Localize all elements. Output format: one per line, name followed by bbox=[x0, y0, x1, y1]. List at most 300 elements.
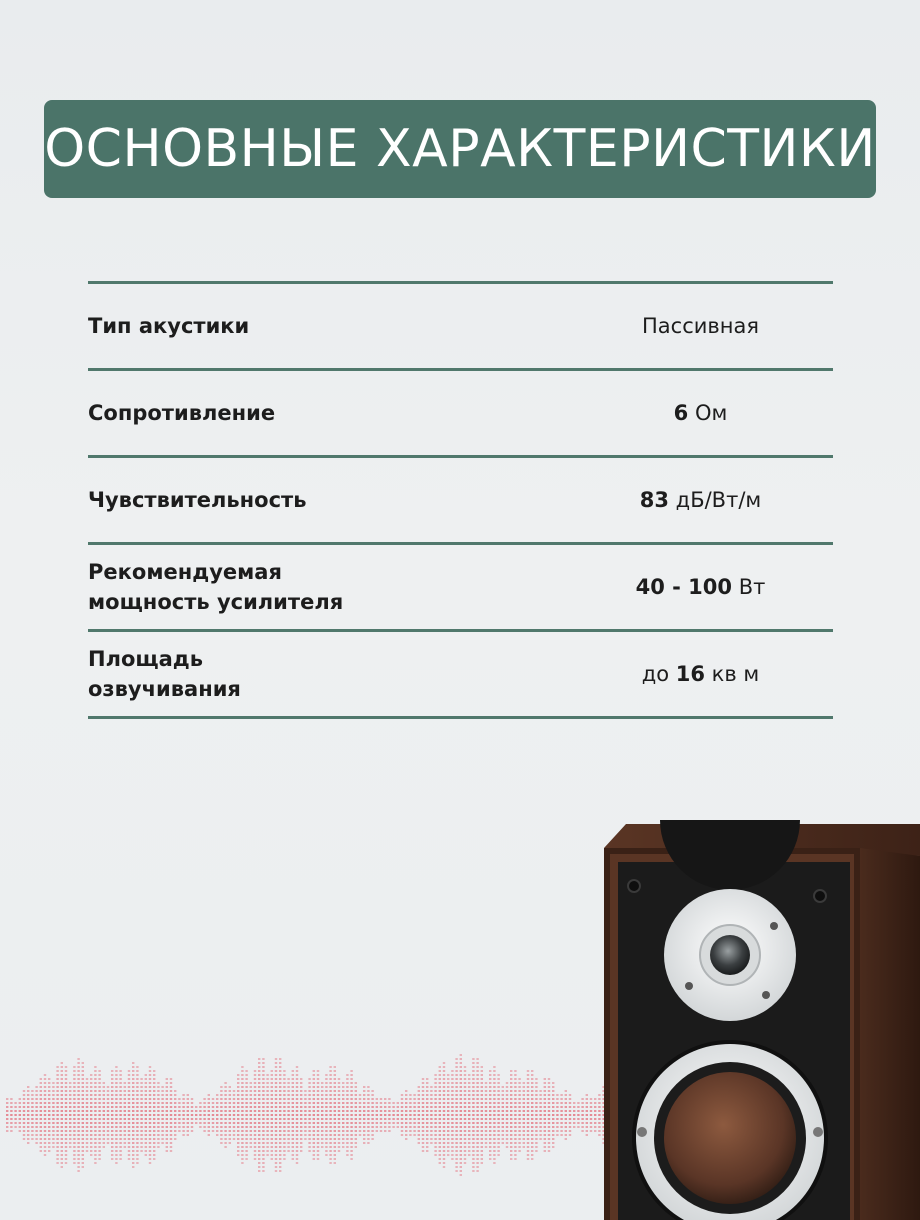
wave-dot bbox=[187, 1122, 189, 1124]
wave-dot bbox=[262, 1070, 264, 1072]
wave-dot bbox=[69, 1138, 71, 1140]
wave-dot bbox=[338, 1098, 340, 1100]
wave-dot bbox=[56, 1126, 58, 1128]
wave-dot bbox=[384, 1130, 386, 1132]
wave-dot bbox=[472, 1170, 474, 1172]
wave-dot bbox=[476, 1154, 478, 1156]
wave-dot bbox=[128, 1098, 130, 1100]
wave-dot bbox=[145, 1118, 147, 1120]
wave-dot bbox=[439, 1114, 441, 1116]
wave-dot bbox=[145, 1146, 147, 1148]
wave-dot bbox=[497, 1138, 499, 1140]
wave-dot bbox=[527, 1122, 529, 1124]
wave-dot bbox=[552, 1130, 554, 1132]
wave-dot bbox=[430, 1106, 432, 1108]
wave-dot bbox=[329, 1086, 331, 1088]
wave-dot bbox=[61, 1130, 63, 1132]
wave-dot bbox=[447, 1086, 449, 1088]
wave-dot bbox=[523, 1082, 525, 1084]
wave-dot bbox=[535, 1142, 537, 1144]
wave-dot bbox=[132, 1166, 134, 1168]
wave-dot bbox=[128, 1130, 130, 1132]
wave-dot bbox=[329, 1134, 331, 1136]
wave-dot bbox=[128, 1094, 130, 1096]
wave-dot bbox=[283, 1078, 285, 1080]
wave-dot bbox=[208, 1122, 210, 1124]
wave-dot bbox=[245, 1098, 247, 1100]
wave-dot bbox=[548, 1114, 550, 1116]
wave-dot bbox=[241, 1094, 243, 1096]
wave-dot bbox=[355, 1134, 357, 1136]
wave-dot bbox=[279, 1142, 281, 1144]
wave-dot bbox=[61, 1074, 63, 1076]
wave-dot bbox=[527, 1138, 529, 1140]
wave-dot bbox=[531, 1094, 533, 1096]
wave-dot bbox=[61, 1158, 63, 1160]
wave-dot bbox=[308, 1122, 310, 1124]
wave-dot bbox=[460, 1126, 462, 1128]
wave-dot bbox=[493, 1114, 495, 1116]
wave-dot bbox=[56, 1118, 58, 1120]
wave-dot bbox=[468, 1118, 470, 1120]
wave-dot bbox=[140, 1102, 142, 1104]
wave-dot bbox=[460, 1102, 462, 1104]
wave-dot bbox=[149, 1066, 151, 1068]
wave-dot bbox=[90, 1126, 92, 1128]
wave-dot bbox=[94, 1154, 96, 1156]
wave-dot bbox=[98, 1130, 100, 1132]
wave-dot bbox=[287, 1082, 289, 1084]
wave-dot bbox=[111, 1114, 113, 1116]
wave-dot bbox=[149, 1162, 151, 1164]
wave-dot bbox=[35, 1086, 37, 1088]
wave-dot bbox=[489, 1126, 491, 1128]
wave-dot bbox=[296, 1066, 298, 1068]
wave-dot bbox=[128, 1126, 130, 1128]
wave-dot bbox=[418, 1142, 420, 1144]
wave-dot bbox=[292, 1150, 294, 1152]
wave-dot bbox=[329, 1154, 331, 1156]
wave-dot bbox=[321, 1138, 323, 1140]
wave-dot bbox=[535, 1126, 537, 1128]
wave-dot bbox=[56, 1150, 58, 1152]
wave-dot bbox=[422, 1098, 424, 1100]
wave-dot bbox=[107, 1138, 109, 1140]
wave-dot bbox=[86, 1102, 88, 1104]
wave-dot bbox=[111, 1074, 113, 1076]
wave-dot bbox=[426, 1130, 428, 1132]
wave-dot bbox=[161, 1126, 163, 1128]
wave-dot bbox=[115, 1098, 117, 1100]
wave-dot bbox=[439, 1066, 441, 1068]
wave-dot bbox=[544, 1090, 546, 1092]
wave-dot bbox=[61, 1094, 63, 1096]
wave-dot bbox=[287, 1134, 289, 1136]
wave-dot bbox=[472, 1134, 474, 1136]
wave-dot bbox=[434, 1114, 436, 1116]
wave-dot bbox=[338, 1126, 340, 1128]
wave-dot bbox=[166, 1142, 168, 1144]
wave-dot bbox=[124, 1086, 126, 1088]
wave-dot bbox=[82, 1150, 84, 1152]
wave-dot bbox=[472, 1162, 474, 1164]
spec-value bbox=[568, 314, 833, 338]
wave-dot bbox=[397, 1102, 399, 1104]
wave-dot bbox=[128, 1082, 130, 1084]
wave-dot bbox=[510, 1154, 512, 1156]
wave-dot bbox=[384, 1098, 386, 1100]
wave-dot bbox=[170, 1118, 172, 1120]
wave-dot bbox=[434, 1086, 436, 1088]
wave-dot bbox=[338, 1086, 340, 1088]
wave-dot bbox=[174, 1098, 176, 1100]
wave-dot bbox=[531, 1078, 533, 1080]
wave-dot bbox=[82, 1098, 84, 1100]
wave-dot bbox=[220, 1094, 222, 1096]
wave-dot bbox=[300, 1110, 302, 1112]
wave-dot bbox=[472, 1094, 474, 1096]
wave-dot bbox=[166, 1146, 168, 1148]
wave-dot bbox=[216, 1122, 218, 1124]
wave-dot bbox=[485, 1142, 487, 1144]
wave-dot bbox=[296, 1082, 298, 1084]
wave-dot bbox=[90, 1110, 92, 1112]
wave-dot bbox=[527, 1102, 529, 1104]
wave-dot bbox=[119, 1146, 121, 1148]
wave-dot bbox=[455, 1146, 457, 1148]
wave-dot bbox=[531, 1070, 533, 1072]
wave-dot bbox=[544, 1082, 546, 1084]
wave-dot bbox=[149, 1078, 151, 1080]
wave-dot bbox=[98, 1122, 100, 1124]
wave-dot bbox=[451, 1154, 453, 1156]
wave-dot bbox=[170, 1110, 172, 1112]
wave-dot bbox=[98, 1118, 100, 1120]
wave-dot bbox=[254, 1114, 256, 1116]
wave-dot bbox=[178, 1122, 180, 1124]
wave-dot bbox=[535, 1122, 537, 1124]
wave-dot bbox=[514, 1158, 516, 1160]
wave-dot bbox=[308, 1134, 310, 1136]
wave-dot bbox=[170, 1114, 172, 1116]
wave-dot bbox=[287, 1118, 289, 1120]
wave-dot bbox=[573, 1122, 575, 1124]
wave-dot bbox=[430, 1090, 432, 1092]
wave-dot bbox=[476, 1166, 478, 1168]
wave-dot bbox=[510, 1146, 512, 1148]
wave-dot bbox=[544, 1122, 546, 1124]
wave-dot bbox=[27, 1106, 29, 1108]
wave-dot bbox=[363, 1094, 365, 1096]
wave-dot bbox=[254, 1150, 256, 1152]
wave-dot bbox=[237, 1150, 239, 1152]
wave-dot bbox=[577, 1118, 579, 1120]
wave-dot bbox=[237, 1146, 239, 1148]
wave-dot bbox=[346, 1142, 348, 1144]
wave-dot bbox=[203, 1114, 205, 1116]
wave-dot bbox=[23, 1134, 25, 1136]
wave-dot bbox=[258, 1122, 260, 1124]
wave-dot bbox=[111, 1134, 113, 1136]
wave-dot bbox=[527, 1150, 529, 1152]
wave-dot bbox=[23, 1130, 25, 1132]
wave-dot bbox=[224, 1138, 226, 1140]
spec-value-number: 83 bbox=[639, 488, 669, 512]
wave-dot bbox=[422, 1118, 424, 1120]
wave-dot bbox=[149, 1150, 151, 1152]
wave-dot bbox=[69, 1118, 71, 1120]
wave-dot bbox=[241, 1070, 243, 1072]
wave-dot bbox=[455, 1142, 457, 1144]
wave-dot bbox=[493, 1154, 495, 1156]
wave-dot bbox=[464, 1142, 466, 1144]
wave-dot bbox=[439, 1110, 441, 1112]
wave-dot bbox=[569, 1134, 571, 1136]
wave-dot bbox=[426, 1102, 428, 1104]
wave-dot bbox=[434, 1130, 436, 1132]
wave-dot bbox=[44, 1110, 46, 1112]
wave-dot bbox=[136, 1158, 138, 1160]
wave-dot bbox=[279, 1166, 281, 1168]
wave-dot bbox=[296, 1074, 298, 1076]
wave-dot bbox=[136, 1082, 138, 1084]
wave-dot bbox=[140, 1114, 142, 1116]
wave-dot bbox=[422, 1082, 424, 1084]
wave-dot bbox=[208, 1102, 210, 1104]
wave-dot bbox=[527, 1074, 529, 1076]
wave-dot bbox=[119, 1138, 121, 1140]
wave-dot bbox=[556, 1094, 558, 1096]
wave-dot bbox=[287, 1090, 289, 1092]
wave-dot bbox=[103, 1102, 105, 1104]
wave-dot bbox=[111, 1086, 113, 1088]
wave-dot bbox=[98, 1138, 100, 1140]
wave-dot bbox=[292, 1154, 294, 1156]
wave-dot bbox=[455, 1138, 457, 1140]
wave-dot bbox=[90, 1094, 92, 1096]
wave-dot bbox=[523, 1098, 525, 1100]
wave-dot bbox=[250, 1142, 252, 1144]
wave-dot bbox=[258, 1114, 260, 1116]
wave-dot bbox=[241, 1106, 243, 1108]
wave-dot bbox=[262, 1146, 264, 1148]
wave-dot bbox=[447, 1154, 449, 1156]
wave-dot bbox=[27, 1094, 29, 1096]
wave-dot bbox=[476, 1130, 478, 1132]
wave-dot bbox=[426, 1150, 428, 1152]
wave-dot bbox=[514, 1102, 516, 1104]
wave-dot bbox=[367, 1142, 369, 1144]
wave-dot bbox=[69, 1090, 71, 1092]
wave-dot bbox=[434, 1102, 436, 1104]
wave-dot bbox=[586, 1122, 588, 1124]
wave-dot bbox=[544, 1110, 546, 1112]
wave-dot bbox=[287, 1138, 289, 1140]
wave-dot bbox=[464, 1134, 466, 1136]
wave-dot bbox=[132, 1094, 134, 1096]
wave-dot bbox=[271, 1134, 273, 1136]
wave-dot bbox=[166, 1102, 168, 1104]
wave-dot bbox=[258, 1098, 260, 1100]
wave-dot bbox=[451, 1158, 453, 1160]
wave-dot bbox=[140, 1138, 142, 1140]
wave-dot bbox=[523, 1106, 525, 1108]
wave-dot bbox=[313, 1078, 315, 1080]
wave-dot bbox=[191, 1106, 193, 1108]
wave-dot bbox=[485, 1126, 487, 1128]
wave-dot bbox=[174, 1122, 176, 1124]
wave-dot bbox=[506, 1106, 508, 1108]
wave-dot bbox=[527, 1126, 529, 1128]
wave-dot bbox=[40, 1078, 42, 1080]
wave-dot bbox=[86, 1150, 88, 1152]
wave-dot bbox=[128, 1070, 130, 1072]
wave-dot bbox=[258, 1086, 260, 1088]
wave-dot bbox=[539, 1098, 541, 1100]
wave-dot bbox=[220, 1090, 222, 1092]
wave-dot bbox=[468, 1078, 470, 1080]
wave-dot bbox=[178, 1126, 180, 1128]
wave-dot bbox=[216, 1094, 218, 1096]
wave-dot bbox=[136, 1142, 138, 1144]
wave-dot bbox=[283, 1110, 285, 1112]
wave-dot bbox=[245, 1090, 247, 1092]
wave-dot bbox=[208, 1106, 210, 1108]
wave-dot bbox=[279, 1118, 281, 1120]
wave-dot bbox=[313, 1106, 315, 1108]
wave-dot bbox=[283, 1074, 285, 1076]
wave-dot bbox=[342, 1142, 344, 1144]
wave-dot bbox=[216, 1134, 218, 1136]
wave-dot bbox=[308, 1118, 310, 1120]
wave-dot bbox=[61, 1166, 63, 1168]
wave-dot bbox=[65, 1138, 67, 1140]
wave-dot bbox=[502, 1130, 504, 1132]
wave-dot bbox=[23, 1138, 25, 1140]
wave-dot bbox=[40, 1094, 42, 1096]
wave-dot bbox=[170, 1126, 172, 1128]
wave-dot bbox=[497, 1106, 499, 1108]
wave-dot bbox=[19, 1106, 21, 1108]
wave-dot bbox=[476, 1070, 478, 1072]
spec-row bbox=[88, 458, 833, 542]
wave-dot bbox=[258, 1062, 260, 1064]
wave-dot bbox=[250, 1138, 252, 1140]
wave-dot bbox=[250, 1126, 252, 1128]
wave-dot bbox=[250, 1114, 252, 1116]
wave-dot bbox=[401, 1106, 403, 1108]
wave-dot bbox=[199, 1106, 201, 1108]
wave-dot bbox=[485, 1098, 487, 1100]
wave-dot bbox=[371, 1126, 373, 1128]
wave-dot bbox=[203, 1122, 205, 1124]
wave-dot bbox=[149, 1130, 151, 1132]
wave-dot bbox=[69, 1122, 71, 1124]
wave-dot bbox=[254, 1146, 256, 1148]
wave-dot bbox=[548, 1102, 550, 1104]
wave-dot bbox=[61, 1138, 63, 1140]
wave-dot bbox=[548, 1134, 550, 1136]
wave-dot bbox=[14, 1114, 16, 1116]
wave-dot bbox=[359, 1106, 361, 1108]
wave-dot bbox=[174, 1090, 176, 1092]
wave-dot bbox=[300, 1130, 302, 1132]
wave-dot bbox=[271, 1106, 273, 1108]
wave-dot bbox=[275, 1122, 277, 1124]
wave-dot bbox=[346, 1146, 348, 1148]
wave-dot bbox=[388, 1106, 390, 1108]
wave-dot bbox=[447, 1130, 449, 1132]
wave-dot bbox=[384, 1102, 386, 1104]
wave-dot bbox=[254, 1122, 256, 1124]
wave-dot bbox=[497, 1094, 499, 1096]
wave-dot bbox=[472, 1118, 474, 1120]
wave-dot bbox=[107, 1094, 109, 1096]
wave-dot bbox=[35, 1126, 37, 1128]
wave-dot bbox=[317, 1094, 319, 1096]
wave-dot bbox=[527, 1114, 529, 1116]
wave-dot bbox=[548, 1142, 550, 1144]
wave-dot bbox=[19, 1110, 21, 1112]
wave-dot bbox=[98, 1110, 100, 1112]
wave-dot bbox=[392, 1106, 394, 1108]
wave-dot bbox=[422, 1134, 424, 1136]
wave-dot bbox=[376, 1102, 378, 1104]
wave-dot bbox=[61, 1070, 63, 1072]
wave-dot bbox=[94, 1066, 96, 1068]
wave-dot bbox=[426, 1146, 428, 1148]
wave-dot bbox=[145, 1098, 147, 1100]
wave-dot bbox=[481, 1154, 483, 1156]
wave-dot bbox=[308, 1130, 310, 1132]
wave-dot bbox=[409, 1134, 411, 1136]
wave-dot bbox=[426, 1122, 428, 1124]
wave-dot bbox=[52, 1114, 54, 1116]
wave-dot bbox=[107, 1090, 109, 1092]
wave-dot bbox=[304, 1110, 306, 1112]
wave-dot bbox=[224, 1146, 226, 1148]
wave-dot bbox=[287, 1146, 289, 1148]
wave-dot bbox=[481, 1130, 483, 1132]
wave-dot bbox=[115, 1142, 117, 1144]
wave-dot bbox=[237, 1078, 239, 1080]
wave-dot bbox=[220, 1130, 222, 1132]
wave-dot bbox=[481, 1086, 483, 1088]
wave-dot bbox=[245, 1158, 247, 1160]
wave-dot bbox=[241, 1078, 243, 1080]
wave-dot bbox=[279, 1126, 281, 1128]
wave-dot bbox=[262, 1134, 264, 1136]
wave-dot bbox=[523, 1122, 525, 1124]
wave-dot bbox=[61, 1122, 63, 1124]
wave-dot bbox=[321, 1126, 323, 1128]
wave-dot bbox=[439, 1146, 441, 1148]
wave-dot bbox=[346, 1130, 348, 1132]
wave-dot bbox=[313, 1114, 315, 1116]
wave-dot bbox=[86, 1110, 88, 1112]
wave-dot bbox=[560, 1126, 562, 1128]
wave-dot bbox=[518, 1122, 520, 1124]
wave-dot bbox=[216, 1106, 218, 1108]
wave-dot bbox=[132, 1106, 134, 1108]
wave-dot bbox=[493, 1110, 495, 1112]
wave-dot bbox=[569, 1130, 571, 1132]
wave-dot bbox=[233, 1130, 235, 1132]
wave-dot bbox=[73, 1078, 75, 1080]
wave-dot bbox=[266, 1102, 268, 1104]
wave-dot bbox=[220, 1110, 222, 1112]
wave-dot bbox=[518, 1142, 520, 1144]
